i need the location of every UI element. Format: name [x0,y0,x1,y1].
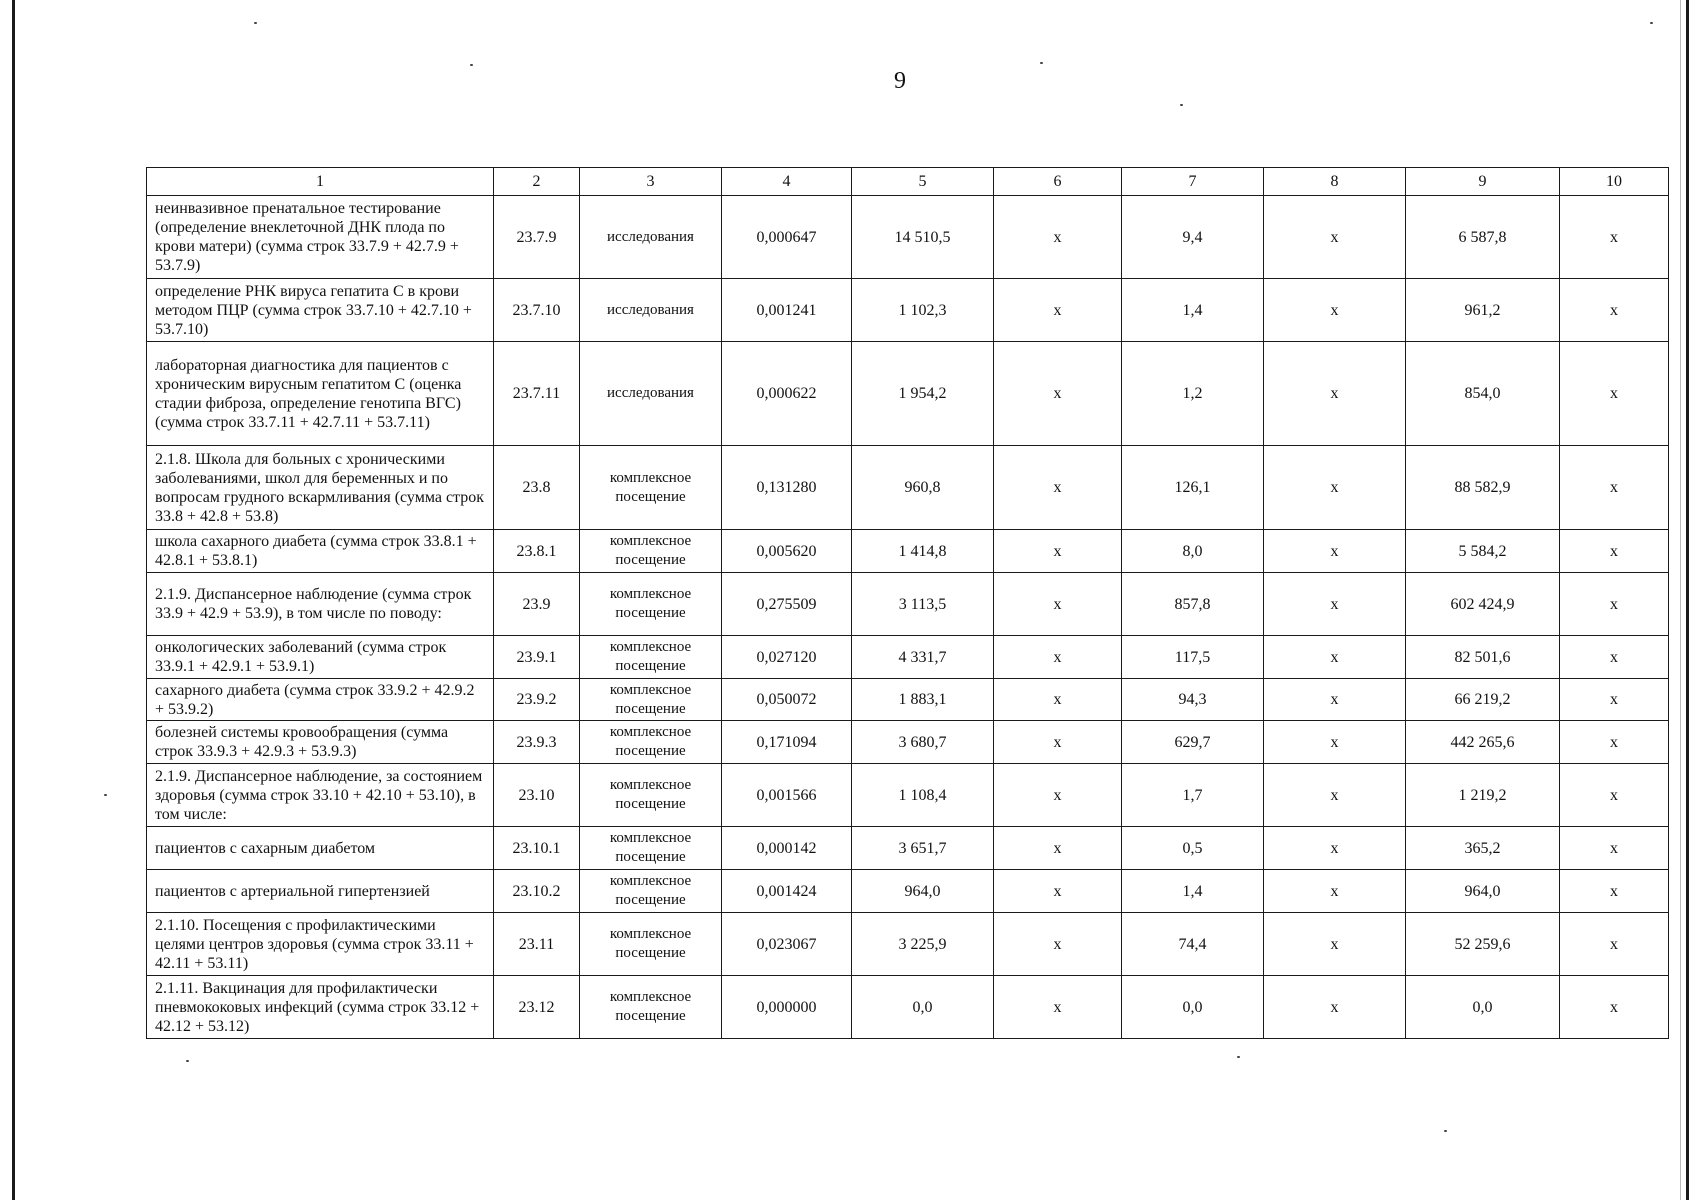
row-name-cell: определение РНК вируса гепатита С в крови методом ПЦР (сумма строк 33.7.10 + 42.7.10 + 53.7.10) [147,279,494,342]
row-value-cell: 602 424,9 [1406,573,1560,636]
row-value-cell: х [1560,446,1669,530]
row-value-cell: 82 501,6 [1406,636,1560,679]
row-value-cell: х [1264,679,1406,721]
row-value-cell: 0,000000 [722,976,852,1039]
row-value-cell: 74,4 [1122,913,1264,976]
row-code-cell: 23.9.3 [494,721,580,764]
header-cell: 7 [1122,168,1264,196]
row-code-cell: 23.9.1 [494,636,580,679]
row-unit-cell: комплексное посещение [580,827,722,870]
row-value-cell: х [994,530,1122,573]
table-row [147,196,1669,279]
row-value-cell: х [1264,279,1406,342]
row-value-cell: 8,0 [1122,530,1264,573]
row-name-cell: болезней системы кровообращения (сумма строк 33.9.3 + 42.9.3 + 53.9.3) [147,721,494,764]
row-code-cell: 23.7.11 [494,342,580,446]
scan-speck [1444,1130,1447,1132]
row-value-cell: х [1264,530,1406,573]
data-table [146,167,1669,1039]
row-value-cell: 0,001424 [722,870,852,913]
row-value-cell: х [994,636,1122,679]
row-value-cell: 0,5 [1122,827,1264,870]
table-row [147,913,1669,976]
row-code-cell: 23.10.2 [494,870,580,913]
row-code-cell: 23.7.10 [494,279,580,342]
row-value-cell: 1 108,4 [852,764,994,827]
row-value-cell: 3 225,9 [852,913,994,976]
row-value-cell: 0,000142 [722,827,852,870]
table-row [147,764,1669,827]
scan-speck [1237,1056,1240,1058]
row-name-cell: школа сахарного диабета (сумма строк 33.8.1 + 42.8.1 + 53.8.1) [147,530,494,573]
row-name-cell: пациентов с сахарным диабетом [147,827,494,870]
row-code-cell: 23.8.1 [494,530,580,573]
row-unit-cell: комплексное посещение [580,679,722,721]
header-cell: 2 [494,168,580,196]
row-value-cell: 0,000622 [722,342,852,446]
row-value-cell: х [994,342,1122,446]
row-value-cell: 66 219,2 [1406,679,1560,721]
row-value-cell: х [994,279,1122,342]
row-unit-cell: комплексное посещение [580,573,722,636]
header-cell: 3 [580,168,722,196]
scan-speck [186,1060,189,1062]
table-row [147,573,1669,636]
row-value-cell: 3 113,5 [852,573,994,636]
scan-right-border [1686,0,1689,1200]
table-row [147,870,1669,913]
row-unit-cell: комплексное посещение [580,530,722,573]
scan-speck [254,22,257,24]
row-value-cell: 1 954,2 [852,342,994,446]
row-unit-cell: комплексное посещение [580,913,722,976]
table-row [147,530,1669,573]
row-value-cell: х [1264,913,1406,976]
table-row [147,976,1669,1039]
row-value-cell: х [1264,976,1406,1039]
row-value-cell: х [1560,196,1669,279]
row-value-cell: х [1560,342,1669,446]
row-unit-cell: исследования [580,279,722,342]
row-value-cell: х [994,573,1122,636]
row-value-cell: 0,275509 [722,573,852,636]
scan-speck [1650,22,1653,24]
row-value-cell: х [994,913,1122,976]
row-value-cell: 5 584,2 [1406,530,1560,573]
row-value-cell: 9,4 [1122,196,1264,279]
row-name-cell: 2.1.9. Диспансерное наблюдение, за состоянием здоровья (сумма строк 33.10 + 42.10 + 53.10), в том числе: [147,764,494,827]
row-value-cell: 0,171094 [722,721,852,764]
row-value-cell: 0,050072 [722,679,852,721]
row-value-cell: 14 510,5 [852,196,994,279]
row-unit-cell: комплексное посещение [580,446,722,530]
page-number: 9 [894,68,906,94]
row-value-cell: х [1264,446,1406,530]
row-value-cell: 0,027120 [722,636,852,679]
row-value-cell: 960,8 [852,446,994,530]
scan-speck [470,64,473,66]
row-code-cell: 23.7.9 [494,196,580,279]
row-unit-cell: комплексное посещение [580,764,722,827]
row-value-cell: 0,023067 [722,913,852,976]
row-unit-cell: исследования [580,196,722,279]
row-value-cell: 964,0 [1406,870,1560,913]
row-value-cell: х [994,870,1122,913]
row-value-cell: 0,005620 [722,530,852,573]
row-value-cell: х [1264,721,1406,764]
header-cell: 10 [1560,168,1669,196]
row-value-cell: 3 680,7 [852,721,994,764]
row-value-cell: х [1264,870,1406,913]
row-unit-cell: комплексное посещение [580,976,722,1039]
table-row [147,342,1669,446]
row-unit-cell: исследования [580,342,722,446]
row-value-cell: х [1560,573,1669,636]
scan-speck [1040,62,1043,64]
row-value-cell: 857,8 [1122,573,1264,636]
row-unit-cell: комплексное посещение [580,870,722,913]
row-value-cell: х [1560,764,1669,827]
row-value-cell: 0,131280 [722,446,852,530]
row-value-cell: х [1560,913,1669,976]
row-value-cell: 3 651,7 [852,827,994,870]
row-value-cell: 0,000647 [722,196,852,279]
row-value-cell: 1 102,3 [852,279,994,342]
row-value-cell: 1,2 [1122,342,1264,446]
header-cell: 9 [1406,168,1560,196]
row-value-cell: 964,0 [852,870,994,913]
row-code-cell: 23.9.2 [494,679,580,721]
row-value-cell: 0,0 [1406,976,1560,1039]
header-cell: 5 [852,168,994,196]
row-code-cell: 23.10 [494,764,580,827]
row-value-cell: 94,3 [1122,679,1264,721]
row-value-cell: 961,2 [1406,279,1560,342]
scan-speck [1180,104,1183,106]
row-value-cell: х [994,446,1122,530]
row-value-cell: 1,7 [1122,764,1264,827]
row-value-cell: 0,001566 [722,764,852,827]
scan-left-border [12,0,15,1200]
row-name-cell: неинвазивное пренатальное тестирование (определение внеклеточной ДНК плода по крови матери) (сумма строк 33.7.9 + 42.7.9 + 53.7.9) [147,196,494,279]
row-value-cell: 442 265,6 [1406,721,1560,764]
row-value-cell: 0,0 [852,976,994,1039]
row-value-cell: х [1264,573,1406,636]
row-value-cell: 854,0 [1406,342,1560,446]
row-name-cell: 2.1.11. Вакцинация для профилактически пневмококовых инфекций (сумма строк 33.12 + 42.12 + 53.12) [147,976,494,1039]
table-row [147,279,1669,342]
row-value-cell: х [1560,721,1669,764]
row-value-cell: х [994,764,1122,827]
header-cell: 8 [1264,168,1406,196]
row-name-cell: лабораторная диагностика для пациентов с хроническим вирусным гепатитом С (оценка стадии фиброза, определение генотипа ВГС) (сумма строк 33.7.11 + 42.7.11 + 53.7.11) [147,342,494,446]
table-row [147,827,1669,870]
row-value-cell: 1,4 [1122,870,1264,913]
row-value-cell: х [994,976,1122,1039]
table-row [147,679,1669,721]
row-value-cell: х [1560,679,1669,721]
row-value-cell: 4 331,7 [852,636,994,679]
row-value-cell: х [1560,827,1669,870]
table-row [147,636,1669,679]
row-value-cell: х [1560,279,1669,342]
row-name-cell: 2.1.8. Школа для больных с хроническими заболеваниями, школ для беременных и по вопросам грудного вскармливания (сумма строк 33.8 + 42.8 + 53.8) [147,446,494,530]
row-value-cell: 1 219,2 [1406,764,1560,827]
row-name-cell: 2.1.9. Диспансерное наблюдение (сумма строк 33.9 + 42.9 + 53.9), в том числе по поводу: [147,573,494,636]
row-value-cell: х [1560,530,1669,573]
row-name-cell: 2.1.10. Посещения с профилактическими целями центров здоровья (сумма строк 33.11 + 42.11 + 53.11) [147,913,494,976]
row-value-cell: 0,001241 [722,279,852,342]
row-code-cell: 23.11 [494,913,580,976]
row-value-cell: х [994,196,1122,279]
row-value-cell: х [1264,196,1406,279]
row-value-cell: 629,7 [1122,721,1264,764]
row-value-cell: х [994,721,1122,764]
row-name-cell: онкологических заболеваний (сумма строк 33.9.1 + 42.9.1 + 53.9.1) [147,636,494,679]
row-unit-cell: комплексное посещение [580,721,722,764]
header-cell: 6 [994,168,1122,196]
row-value-cell: х [1264,636,1406,679]
row-value-cell: 126,1 [1122,446,1264,530]
row-value-cell: х [1560,870,1669,913]
scan-right-shadow [1680,0,1681,1200]
header-cell: 1 [147,168,494,196]
row-value-cell: 1 883,1 [852,679,994,721]
row-code-cell: 23.8 [494,446,580,530]
header-cell: 4 [722,168,852,196]
row-value-cell: х [994,679,1122,721]
row-value-cell: х [1264,827,1406,870]
row-value-cell: х [1560,976,1669,1039]
table-header-row [147,168,1669,196]
row-value-cell: 1 414,8 [852,530,994,573]
row-value-cell: х [1264,342,1406,446]
row-code-cell: 23.12 [494,976,580,1039]
scan-speck [104,794,107,796]
row-value-cell: 88 582,9 [1406,446,1560,530]
row-unit-cell: комплексное посещение [580,636,722,679]
row-value-cell: 0,0 [1122,976,1264,1039]
row-name-cell: пациентов с артериальной гипертензией [147,870,494,913]
table-row [147,446,1669,530]
row-value-cell: 52 259,6 [1406,913,1560,976]
row-name-cell: сахарного диабета (сумма строк 33.9.2 + 42.9.2 + 53.9.2) [147,679,494,721]
row-value-cell: 365,2 [1406,827,1560,870]
row-value-cell: 6 587,8 [1406,196,1560,279]
table-row [147,721,1669,764]
row-value-cell: х [1264,764,1406,827]
row-value-cell: х [994,827,1122,870]
row-value-cell: 1,4 [1122,279,1264,342]
row-value-cell: х [1560,636,1669,679]
row-value-cell: 117,5 [1122,636,1264,679]
row-code-cell: 23.9 [494,573,580,636]
row-code-cell: 23.10.1 [494,827,580,870]
